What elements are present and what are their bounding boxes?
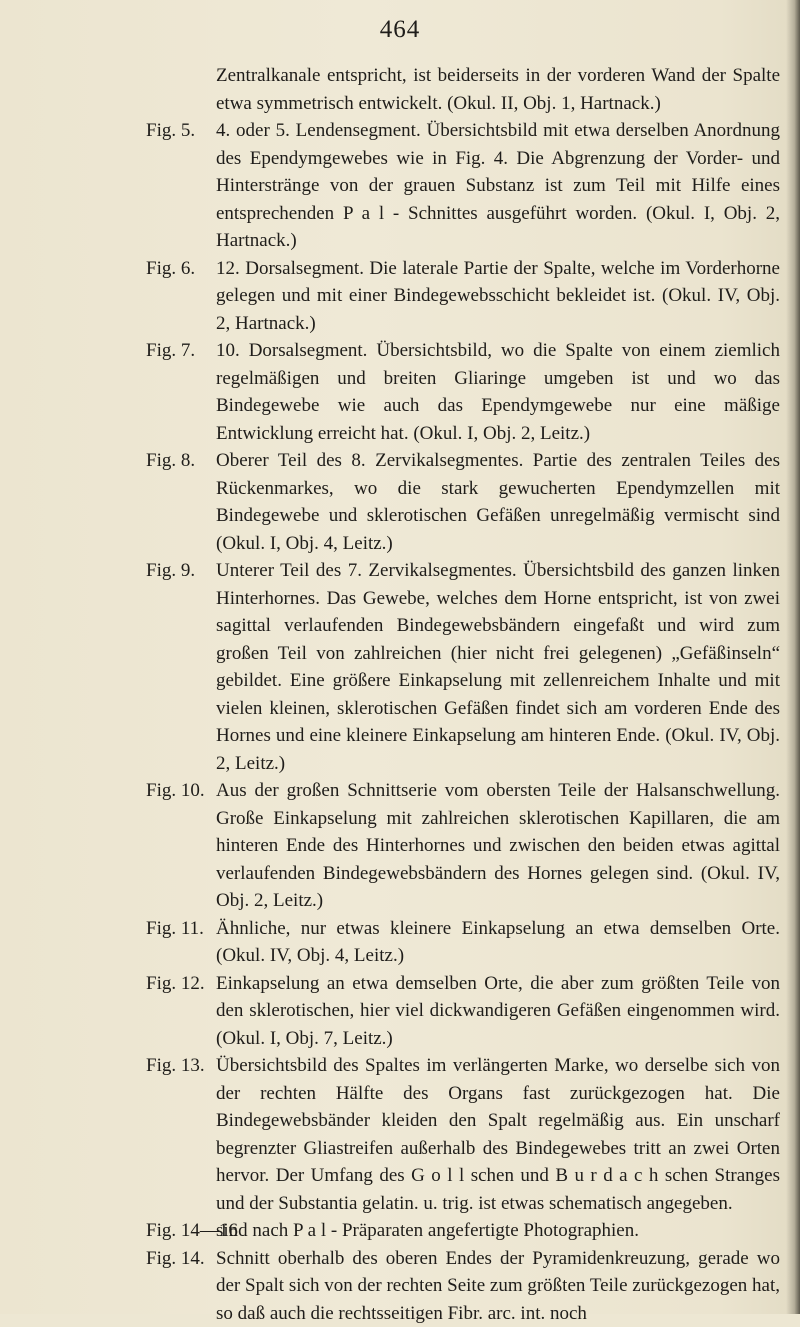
figure-label: Fig. 8. <box>146 447 195 475</box>
caption-text: sind nach P a l - Präparaten angefertigte Photographien. <box>216 1217 780 1245</box>
figure-label: Fig. 9. <box>146 557 195 585</box>
figure-label: Fig. 6. <box>146 255 195 283</box>
caption-text: Zentralkanale entspricht, ist beiderseits in der vorderen Wand der Spalte etwa symmetrisch entwickelt. (Okul. II, Obj. 1, Hartnack.) <box>216 62 780 117</box>
figure-label: Fig. 5. <box>146 117 195 145</box>
figure-label: Fig. 7. <box>146 337 195 365</box>
caption-entry <box>0 557 800 777</box>
caption-text: Einkapselung an etwa demselben Orte, die aber zum größten Teile von den sklerotischen, hier viel dickwandigeren Gefäßen eingenommen wird. (Okul. I, Obj. 7, Leitz.) <box>216 970 780 1053</box>
caption-entry <box>0 777 800 915</box>
caption-text: Schnitt oberhalb des oberen Endes der Pyramidenkreuzung, gerade wo der Spalt sich von der rechten Seite zum größten Teile zurückgezogen hat, so daß auch die rechtsseitigen Fibr. arc. int. noch <box>216 1245 780 1327</box>
figure-label: Fig. 14. <box>146 1245 205 1273</box>
caption-text: 10. Dorsalsegment. Übersichtsbild, wo die Spalte von einem ziemlich regelmäßigen und breiten Gliaringe umgeben ist und wo das Bindegewebe wie auch das Ependymgewebe nur eine mäßige Entwicklung erreicht hat. (Okul. I, Obj. 2, Leitz.) <box>216 337 780 447</box>
figure-label: Fig. 10. <box>146 777 205 805</box>
caption-text: 4. oder 5. Lendensegment. Übersichtsbild mit etwa derselben Anordnung des Ependymgewebes wie in Fig. 4. Die Abgrenzung der Vorder- und Hinterstränge von der grauen Substanz ist zum Teil mit Hilfe eines entsprechenden P a l - Schnittes ausgeführt worden. (Okul. I, Obj. 2, Hartnack.) <box>216 117 780 255</box>
caption-entry <box>0 970 800 1053</box>
caption-entry <box>0 1217 800 1245</box>
caption-entry <box>0 337 800 447</box>
caption-entry <box>0 117 800 255</box>
caption-entry <box>0 1245 800 1327</box>
caption-text: Ähnliche, nur etwas kleinere Einkapselung an etwa demselben Orte. (Okul. IV, Obj. 4, Leitz.) <box>216 915 780 970</box>
page-number: 464 <box>0 16 800 44</box>
caption-text: Aus der großen Schnittserie vom obersten Teile der Halsanschwellung. Große Einkapselung mit zahlreichen sklerotischen Kapillaren, die am hinteren Ende des Hinterhornes und zwischen den beiden etwas agittal verlaufenden Bindegewebsbändern des Hornes gelegen sind. (Okul. IV, Obj. 2, Leitz.) <box>216 777 780 915</box>
figure-label: Fig. 14—16 <box>146 1217 238 1245</box>
caption-entry <box>0 915 800 970</box>
caption-text: Übersichtsbild des Spaltes im verlängerten Marke, wo derselbe sich von der rechten Hälfte des Organs fast zurückgezogen hat. Die Bindegewebsbänder kleiden den Spalt regelmäßig aus. Ein unscharf begrenzter Gliastreifen außerhalb des Bindegewebes tritt an zwei Orten hervor. Der Umfang des G o l l schen und B u r d a c h schen Stranges und der Substantia gelatin. u. trig. ist etwas schematisch angegeben. <box>216 1052 780 1217</box>
caption-entry <box>0 447 800 557</box>
figure-caption-list <box>0 62 800 1327</box>
caption-entry <box>0 1052 800 1217</box>
figure-label: Fig. 11. <box>146 915 204 943</box>
figure-label: Fig. 12. <box>146 970 205 998</box>
caption-entry <box>0 255 800 338</box>
caption-text: Unterer Teil des 7. Zervikalsegmentes. Übersichtsbild des ganzen linken Hinterhornes. Das Gewebe, welches dem Horne entspricht, ist von zwei sagittal verlaufenden Bindegewebsbändern eingefaßt und wird zum großen Teil von zahlreichen (hier nicht frei gelegenen) „Gefäßinseln“ gebildet. Eine größere Einkapselung mit zellenreichem Inhalte und mit vielen kleinen, sklerotischen Gefäßen findet sich am vorderen Ende des Hornes und eine kleinere Einkapselung am hinteren Ende. (Okul. IV, Obj. 2, Leitz.) <box>216 557 780 777</box>
caption-text: 12. Dorsalsegment. Die laterale Partie der Spalte, welche im Vorderhorne gelegen und mit einer Bindegewebsschicht bekleidet ist. (Okul. IV, Obj. 2, Hartnack.) <box>216 255 780 338</box>
caption-text: Oberer Teil des 8. Zervikalsegmentes. Partie des zentralen Teiles des Rückenmarkes, wo die stark gewucherten Ependymzellen mit Bindegewebe und sklerotischen Gefäßen unregelmäßig vermischt sind (Okul. I, Obj. 4, Leitz.) <box>216 447 780 557</box>
figure-label: Fig. 13. <box>146 1052 205 1080</box>
caption-entry <box>0 62 800 117</box>
